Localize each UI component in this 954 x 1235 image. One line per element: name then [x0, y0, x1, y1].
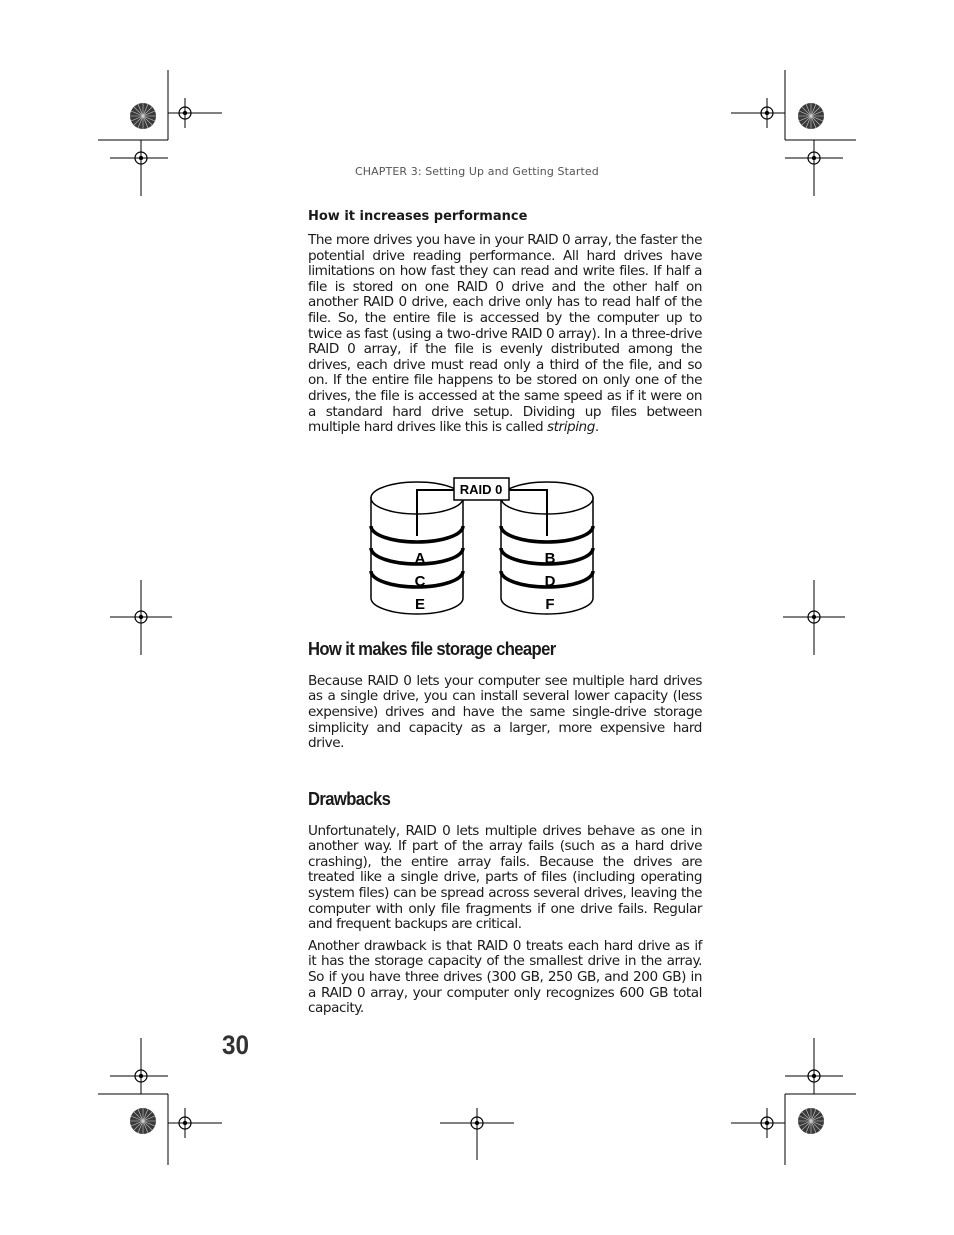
paragraph-end: .	[594, 419, 599, 436]
raid-figure	[308, 448, 702, 616]
drive-label-f: F	[545, 595, 555, 613]
raid-diagram	[308, 448, 702, 616]
drive-label-d: D	[544, 572, 556, 590]
paragraph-drawbacks-1: Unfortunately, RAID 0 lets multiple drives behave as one in another way. If part of the array fails (such as a hard drive crashing), the entire array fails. Because the drives are treated like a single drive, parts of files (including operating system files) can be spread across several drives, leaving the computer with only file fragments if one drive fails. Regular and frequent backups are critical.	[308, 822, 702, 933]
star-target-icon	[130, 1108, 156, 1134]
paragraph-performance	[308, 233, 702, 436]
drive-label-a: A	[414, 549, 426, 567]
page-number: 30	[222, 1030, 250, 1060]
paragraph-storage-cheaper: Because RAID 0 lets your computer see multiple hard drives as a single drive, you can install several lower capacity (less expensive) drives and have the same single-drive storage simplicity and capacity as a larger, more expensive hard drive.	[308, 672, 702, 752]
paragraph-drawbacks-2: Another drawback is that RAID 0 treats each hard drive as if it has the storage capacity of the smallest drive in the array. So if you have three drives (300 GB, 250 GB, and 200 GB) in a RAID 0 array, your computer only recognizes 600 GB total capacity.	[308, 937, 702, 1017]
main-column	[308, 208, 702, 1017]
star-target-icon	[798, 1108, 824, 1134]
chapter-label: CHAPTER 3:	[355, 165, 422, 178]
raid-label: RAID 0	[459, 481, 503, 497]
subheading-performance: How it increases performance	[308, 209, 528, 224]
star-target-icon	[798, 103, 824, 129]
heading-storage-cheaper: How it makes file storage cheaper	[308, 637, 556, 659]
emphasis-striping: striping	[547, 419, 595, 436]
heading-drawbacks: Drawbacks	[308, 787, 391, 809]
drive-label-e: E	[414, 595, 426, 613]
drive-label-c: C	[414, 572, 426, 590]
drive-label-b: B	[544, 549, 556, 567]
star-target-icon	[130, 103, 156, 129]
chapter-title: Setting Up and Getting Started	[421, 165, 599, 178]
paragraph-text: The more drives you have in your RAID 0 array, the faster the potential drive reading performance. All hard drives have limitations on how fast they can read and write files. If half a file is stored on one RAID 0 drive and the other half on another RAID 0 drive, each drive only has to read half of the file. So, the entire file is accessed by the computer up to twice as fast (using a two-drive RAID 0 array). In a three-drive RAID 0 array, if the file is evenly distributed among the drives, each drive must read only a third of the file, and so on. If the entire file happens to be stored on only one of the drives, the file is accessed at the same speed as if it were on a standard hard drive setup. Dividing up files between multiple hard drives like this is called	[308, 232, 702, 436]
running-header	[355, 165, 599, 178]
